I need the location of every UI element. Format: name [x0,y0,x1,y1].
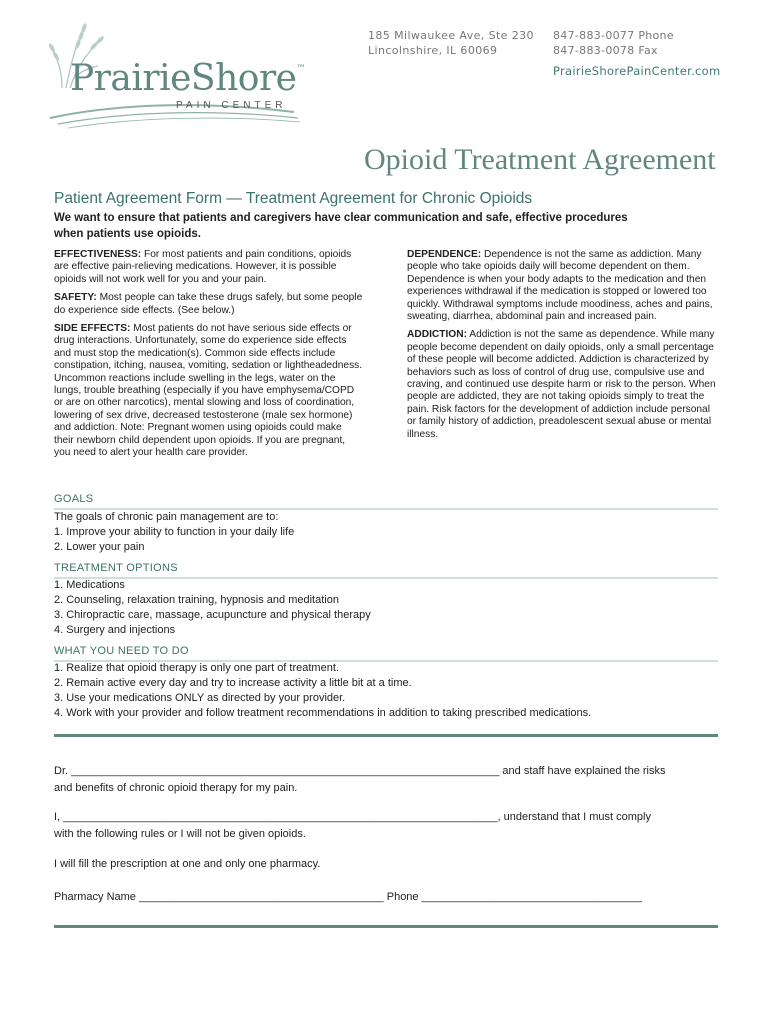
signature-section-top-rule [54,734,718,737]
effectiveness-paragraph: EFFECTIVENESS: For most patients and pain conditions, opioids are effective pain-relieving medications. However, it is possible opioids will not work well for you and your pain. [54,249,352,285]
list-item: 1. Realize that opioid therapy is only one part of treatment. [54,662,339,674]
treatment-options-list [54,578,371,638]
patient-name-line[interactable]: I, _______________________________________________________________________, understand that I must comply [54,811,651,823]
pharmacy-name-phone-line[interactable]: Pharmacy Name ________________________________________ Phone ____________________________________ [54,891,642,903]
website-link[interactable]: PrairieShorePainCenter.com [553,64,721,78]
doctor-statement-cont: and benefits of chronic opioid therapy for my pain. [54,782,298,794]
addiction-paragraph: ADDICTION: Addiction is not the same as dependence. While many people become dependent on daily opioids, only a small percentage of these people will become addicted. Addiction is characterized by behaviors such as loss of control of drug use, compulsive use and craving, and continued use despite harm or risk to the person. When people are addicted, they are not taking opioids simply to treat the pain. Risk factors for the development of addiction include personal or family history of addiction, preadolescent sexual abuse or mental illness. [407,329,716,440]
patient-statement-cont: with the following rules or I will not be given opioids. [54,828,306,840]
list-item: 1. Improve your ability to function in your daily life [54,526,295,538]
patient-statement [54,809,718,843]
list-item: 3. Chiropractic care, massage, acupuncture and physical therapy [54,609,371,621]
list-item: 3. Use your medications ONLY as directed by your provider. [54,692,346,704]
side-effects-paragraph: SIDE EFFECTS: Most patients do not have serious side effects or drug interactions. Unfortunately, some do experience side effects and must stop the medication(s). Common side effects include constipation, itching, nausea, vomiting, sedation or lightheadedness. Uncommon reactions include swelling in the legs, water on the lungs, trouble breathing (especially if you have emphysema/COPD or are on other narcotics), mental slowing and loss of coordination, lowering of sex drive, decreased testosterone (male sex hormone) and addiction. Note: Pregnant women using opioids could make their newborn child dependent upon opioids. If you are pregnant, you need to alert your health care provider. [54,323,363,459]
safety-paragraph: SAFETY: Most people can take these drugs safely, but some people do experience side effects. (See below.) [54,292,363,316]
logo-subtitle: PAIN CENTER [176,100,287,111]
what-to-do-heading: WHAT YOU NEED TO DO [54,645,189,657]
page-title: Opioid Treatment Agreement [364,143,716,176]
form-subtitle: Patient Agreement Form — Treatment Agreement for Chronic Opioids [54,190,533,207]
doctor-name-line[interactable]: Dr. ______________________________________________________________________ and staff have explained the risks [54,765,666,777]
list-item: 2. Remain active every day and try to increase activity a little bit at a time. [54,677,412,689]
list-item: 2. Counseling, relaxation training, hypnosis and meditation [54,594,339,606]
address-line-1: 185 Milwaukee Ave, Ste 230 [368,29,534,42]
address-line-2: Lincolnshire, IL 60069 [368,44,498,57]
logo-name: PrairieShore™ [70,58,305,99]
what-to-do-list [54,661,591,721]
list-item: 4. Work with your provider and follow treatment recommendations in addition to taking prescribed medications. [54,707,592,719]
dependence-paragraph: DEPENDENCE: Dependence is not the same as addiction. Many people who take opioids daily will become dependent on them. Dependence is when your body adapts to the medication and then experiences withdrawal if the medication is stopped or lowered too quickly. Withdrawal symptoms include moodiness, aches and pains, sweating, diarrhea, abdominal pain and increased pain. [407,249,713,323]
fax-number: 847-883-0078 Fax [553,44,658,57]
right-column [407,249,717,447]
phone-number: 847-883-0077 Phone [553,29,674,42]
doctor-statement [54,763,718,797]
treatment-options-heading: TREATMENT OPTIONS [54,562,178,574]
left-column [54,249,364,466]
contact-block [553,28,674,58]
logo [44,18,314,130]
list-item: 2. Lower your pain [54,541,145,553]
intro-text: We want to ensure that patients and caregivers have clear communication and safe, effective procedures when patients use opioids. [54,212,628,240]
list-item: 1. Medications [54,579,125,591]
address-block [368,28,534,58]
list-item: 4. Surgery and injections [54,624,176,636]
list-item: The goals of chronic pain management are to: [54,511,279,523]
goals-heading: GOALS [54,493,94,505]
goals-list [54,510,294,555]
pharmacy-rule: I will fill the prescription at one and only one pharmacy. [54,858,321,870]
signature-section-bottom-rule [54,925,718,928]
